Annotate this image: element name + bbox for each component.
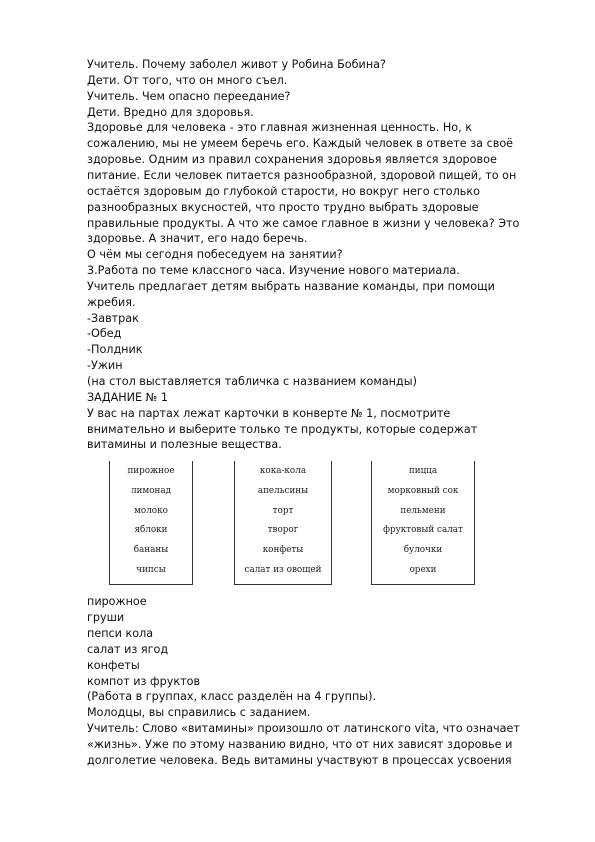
text-line: здоровье. Одним из правил сохранения здоровья является здоровое	[87, 153, 497, 167]
text-line: салат из ягод	[87, 642, 169, 656]
food-item: пирожное	[127, 466, 175, 476]
text-line: пирожное	[87, 595, 147, 608]
text-line: сожалению, мы не умеем беречь его. Каждый человек в ответе за своё	[87, 137, 514, 151]
text-line: (Работа в группах, класс разделён на 4 группы).	[87, 690, 377, 704]
text-line: ЗАДАНИЕ № 1	[87, 390, 168, 404]
food-item: пельмени	[400, 505, 446, 516]
food-item: чипсы	[136, 565, 166, 575]
food-item: апельсины	[257, 485, 309, 496]
text-line: Молодцы, вы справились с заданием.	[87, 706, 311, 720]
text-line: У вас на партах лежат карточки в конверте № 1, посмотрите	[87, 406, 451, 420]
text-line: 3.Работа по теме классного часа. Изучение нового материала.	[87, 264, 460, 278]
text-line: остаётся здоровым до глубокой старости, но вокруг него столько	[87, 184, 480, 198]
text-line: внимательно и выберите только те продукты, которые содержат	[87, 422, 478, 436]
text-line: питание. Если человек питается разнообразной, здоровой пищей, то он	[87, 168, 517, 182]
text-line: О чём мы сегодня побеседуем на занятии?	[87, 248, 343, 262]
text-line: -Завтрак	[87, 311, 139, 325]
text-line: витамины и полезные вещества.	[87, 438, 282, 452]
food-item: конфеты	[262, 545, 304, 556]
text-line: компот из фруктов	[87, 674, 201, 688]
food-item: пицца	[408, 466, 438, 476]
food-item: лимонад	[130, 485, 172, 496]
text-line: Учитель: Слово «витамины» произошло от латинского vita, что означает	[87, 722, 520, 736]
food-item: торт	[272, 505, 294, 516]
food-card-2	[234, 461, 332, 585]
food-item: булочки	[403, 545, 443, 556]
text-line: Учитель. Почему заболел живот у Робина Бобина?	[87, 58, 386, 71]
text-line: -Полдник	[87, 343, 143, 357]
text-line: (на стол выставляется табличка с названием команды)	[87, 375, 417, 388]
text-line: пепси кола	[87, 626, 154, 640]
text-line: жребия.	[87, 295, 136, 309]
food-item: орехи	[409, 565, 437, 575]
text-line: «жизнь». Уже по этому названию видно, что от них зависят здоровье и	[87, 738, 513, 752]
text-line: Дети. Вредно для здоровья.	[87, 105, 254, 119]
text-line: долголетие человека. Ведь витамины участвуют в процессах усвоения	[87, 754, 512, 767]
food-item: фруктовый салат	[383, 525, 463, 536]
food-item: творог	[267, 525, 299, 536]
text-line: -Обед	[87, 327, 122, 341]
food-item: морковный сок	[387, 485, 459, 496]
text-line: груши	[87, 610, 125, 624]
text-line: конфеты	[87, 658, 140, 672]
food-card-1	[109, 461, 193, 585]
food-item: молоко	[134, 505, 168, 516]
food-item: бананы	[133, 545, 169, 556]
text-line: разнообразных вкусностей, что просто трудно выбрать здоровые	[87, 200, 479, 214]
food-item: кока-кола	[259, 466, 307, 476]
text-line: здоровье. А значит, его надо беречь.	[87, 232, 308, 246]
text-line: Дети. От того, что он много съел.	[87, 73, 288, 87]
text-line: -Ужин	[87, 359, 123, 373]
text-line: Учитель. Чем опасно переедание?	[87, 89, 291, 103]
text-line: Здоровье для человека - это главная жизненная ценность. Но, к	[87, 121, 472, 135]
food-item: салат из овощей	[244, 565, 322, 575]
food-item: яблоки	[134, 525, 168, 536]
food-card-3	[371, 461, 475, 585]
text-line: Учитель предлагает детям выбрать название команды, при помощи	[87, 279, 495, 293]
text-line: правильные продукты. А что же самое главное в жизни у человека? Это	[87, 216, 520, 230]
